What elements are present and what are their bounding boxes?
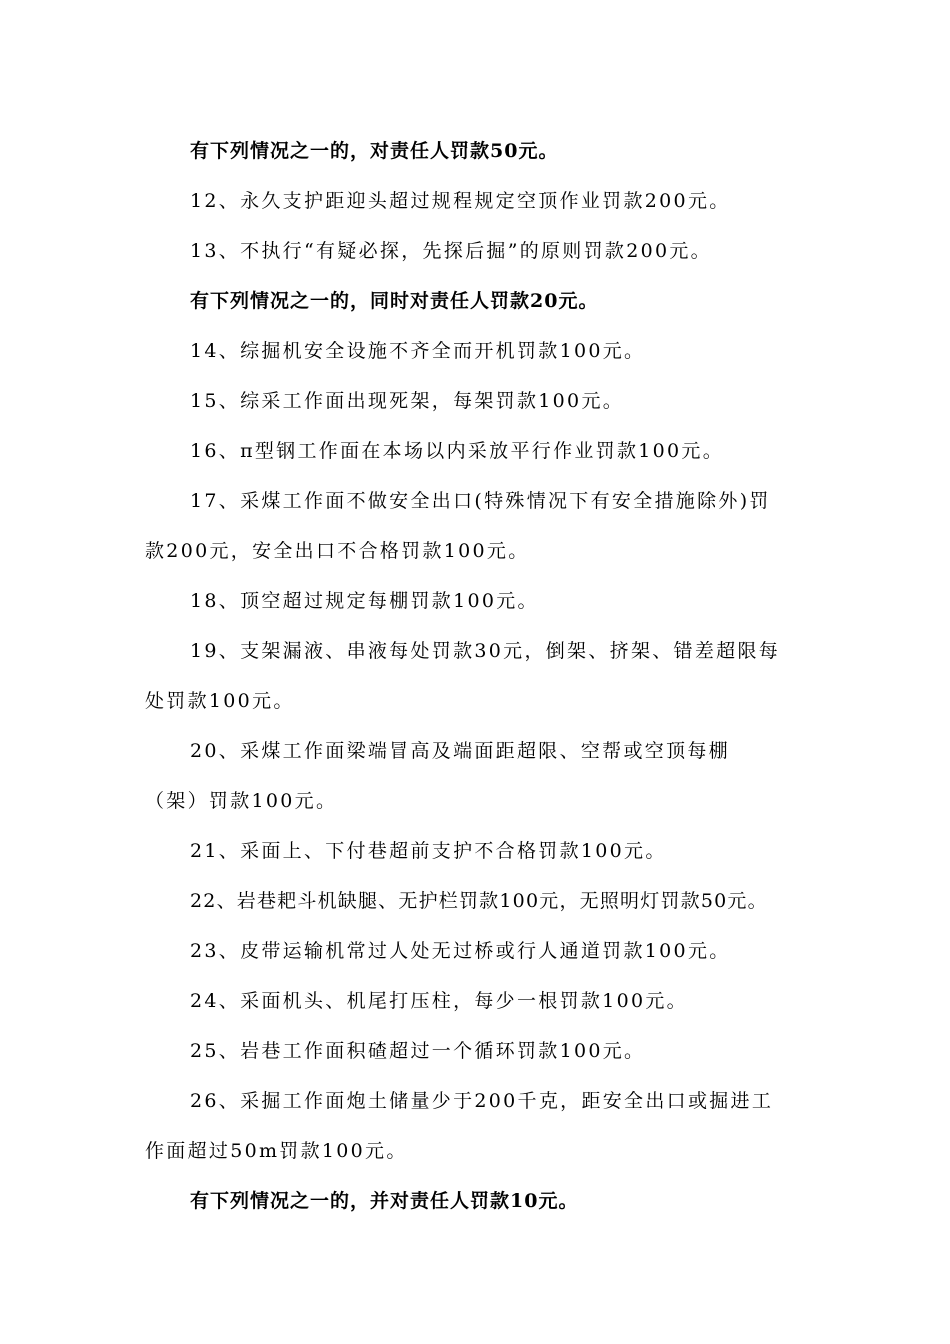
rule-26-line-2: 作面超过50m罚款100元。 [145,1140,408,1162]
rule-25: 25、岩巷工作面积碴超过一个循环罚款100元。 [190,1040,646,1062]
rule-22: 22、岩巷耙斗机缺腿、无护栏罚款100元，无照明灯罚款50元。 [190,890,768,912]
rule-17-line-1: 17、采煤工作面不做安全出口(特殊情况下有安全措施除外)罚 [190,490,771,512]
rule-17-line-2: 款200元，安全出口不合格罚款100元。 [145,540,530,562]
rule-18: 18、顶空超过规定每棚罚款100元。 [190,590,539,612]
rule-23: 23、皮带运输机常过人处无过桥或行人通道罚款100元。 [190,940,731,962]
rule-24: 24、采面机头、机尾打压柱，每少一根罚款100元。 [190,990,688,1012]
rule-21: 21、采面上、下付巷超前支护不合格罚款100元。 [190,840,667,862]
section-heading-fine-10: 有下列情况之一的，并对责任人罚款10元。 [190,1190,579,1212]
rule-13: 13、不执行“有疑必探，先探后掘”的原则罚款200元。 [190,240,712,262]
rule-19-line-1: 19、支架漏液、串液每处罚款30元，倒架、挤架、错差超限每 [190,640,781,662]
section-heading-fine-50: 有下列情况之一的，对责任人罚款50元。 [190,140,559,162]
rule-15: 15、综采工作面出现死架，每架罚款100元。 [190,390,625,412]
rule-19-line-2: 处罚款100元。 [145,690,295,712]
rule-20-line-1: 20、采煤工作面梁端冒高及端面距超限、空帮或空顶每棚 [190,740,730,762]
rule-14: 14、综掘机安全设施不齐全而开机罚款100元。 [190,340,646,362]
rule-20-line-2: （架）罚款100元。 [145,790,338,812]
section-heading-fine-20: 有下列情况之一的，同时对责任人罚款20元。 [190,290,599,312]
rule-16: 16、π型钢工作面在本场以内采放平行作业罚款100元。 [190,440,725,462]
rule-12: 12、永久支护距迎头超过规程规定空顶作业罚款200元。 [190,190,731,212]
rule-26-line-1: 26、采掘工作面炮土储量少于200千克，距安全出口或掘进工 [190,1090,774,1112]
